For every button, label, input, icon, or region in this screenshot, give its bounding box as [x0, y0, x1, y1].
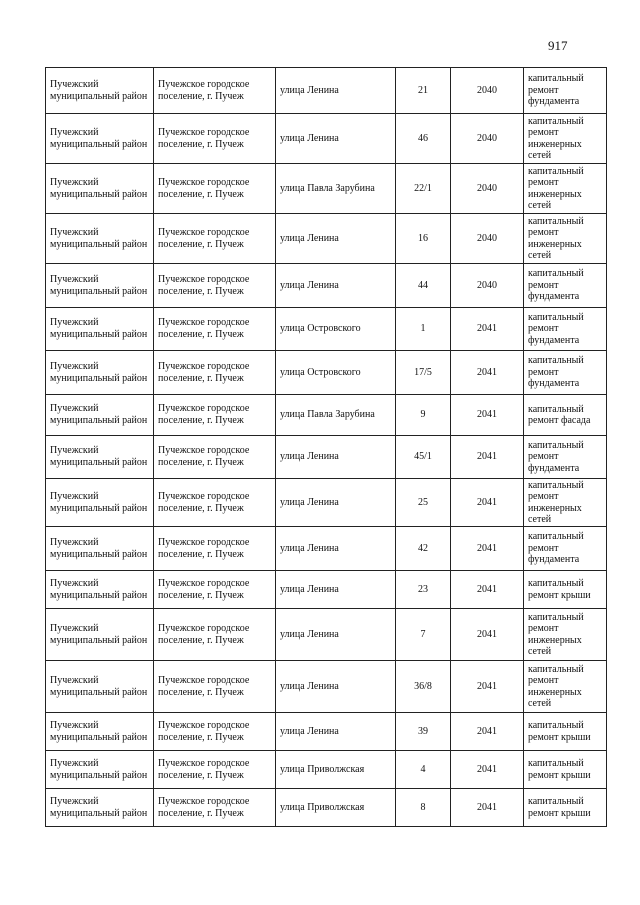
cell-settlement: Пучежское городское поселение, г. Пучеж	[154, 351, 276, 395]
cell-year: 2040	[451, 114, 524, 164]
cell-settlement: Пучежское городское поселение, г. Пучеж	[154, 164, 276, 214]
cell-year: 2041	[451, 308, 524, 351]
cell-settlement: Пучежское городское поселение, г. Пучеж	[154, 713, 276, 751]
cell-street: улица Ленина	[276, 214, 396, 264]
cell-street: улица Павла Зарубина	[276, 164, 396, 214]
cell-year: 2040	[451, 264, 524, 308]
cell-work: капитальный ремонт инженерных сетей	[524, 479, 607, 527]
cell-year: 2041	[451, 436, 524, 479]
cell-district: Пучежский муниципальный район	[46, 264, 154, 308]
cell-street: улица Павла Зарубина	[276, 395, 396, 436]
cell-street: улица Ленина	[276, 571, 396, 609]
cell-house: 1	[396, 308, 451, 351]
cell-district: Пучежский муниципальный район	[46, 609, 154, 661]
cell-year: 2041	[451, 609, 524, 661]
cell-house: 22/1	[396, 164, 451, 214]
cell-settlement: Пучежское городское поселение, г. Пучеж	[154, 571, 276, 609]
repair-registry-table	[45, 67, 607, 827]
cell-district: Пучежский муниципальный район	[46, 395, 154, 436]
cell-settlement: Пучежское городское поселение, г. Пучеж	[154, 68, 276, 114]
cell-street: улица Ленина	[276, 264, 396, 308]
table-row	[46, 751, 607, 789]
table-row	[46, 527, 607, 571]
cell-district: Пучежский муниципальный район	[46, 789, 154, 827]
cell-work: капитальный ремонт фундамента	[524, 351, 607, 395]
cell-house: 23	[396, 571, 451, 609]
table-row	[46, 264, 607, 308]
cell-house: 4	[396, 751, 451, 789]
cell-settlement: Пучежское городское поселение, г. Пучеж	[154, 264, 276, 308]
cell-district: Пучежский муниципальный район	[46, 351, 154, 395]
cell-district: Пучежский муниципальный район	[46, 164, 154, 214]
cell-street: улица Ленина	[276, 436, 396, 479]
table-row	[46, 661, 607, 713]
cell-settlement: Пучежское городское поселение, г. Пучеж	[154, 609, 276, 661]
cell-house: 25	[396, 479, 451, 527]
cell-year: 2041	[451, 713, 524, 751]
cell-year: 2041	[451, 479, 524, 527]
table-row	[46, 789, 607, 827]
cell-work: капитальный ремонт фундамента	[524, 436, 607, 479]
cell-settlement: Пучежское городское поселение, г. Пучеж	[154, 789, 276, 827]
cell-work: капитальный ремонт инженерных сетей	[524, 114, 607, 164]
cell-work: капитальный ремонт инженерных сетей	[524, 661, 607, 713]
cell-work: капитальный ремонт крыши	[524, 789, 607, 827]
cell-settlement: Пучежское городское поселение, г. Пучеж	[154, 527, 276, 571]
cell-street: улица Ленина	[276, 114, 396, 164]
cell-work: капитальный ремонт фундамента	[524, 68, 607, 114]
cell-work: капитальный ремонт крыши	[524, 571, 607, 609]
cell-settlement: Пучежское городское поселение, г. Пучеж	[154, 751, 276, 789]
cell-district: Пучежский муниципальный район	[46, 68, 154, 114]
cell-house: 9	[396, 395, 451, 436]
cell-street: улица Ленина	[276, 713, 396, 751]
cell-street: улица Ленина	[276, 527, 396, 571]
cell-street: улица Островского	[276, 351, 396, 395]
table-row	[46, 68, 607, 114]
table-row	[46, 436, 607, 479]
cell-year: 2041	[451, 571, 524, 609]
cell-street: улица Островского	[276, 308, 396, 351]
cell-settlement: Пучежское городское поселение, г. Пучеж	[154, 661, 276, 713]
cell-work: капитальный ремонт фундамента	[524, 308, 607, 351]
cell-district: Пучежский муниципальный район	[46, 114, 154, 164]
cell-year: 2040	[451, 214, 524, 264]
cell-settlement: Пучежское городское поселение, г. Пучеж	[154, 308, 276, 351]
cell-street: улица Приволжская	[276, 751, 396, 789]
table-row	[46, 395, 607, 436]
table-row	[46, 214, 607, 264]
cell-house: 8	[396, 789, 451, 827]
cell-year: 2041	[451, 751, 524, 789]
cell-year: 2041	[451, 527, 524, 571]
cell-house: 36/8	[396, 661, 451, 713]
cell-district: Пучежский муниципальный район	[46, 214, 154, 264]
table-row	[46, 609, 607, 661]
cell-work: капитальный ремонт инженерных сетей	[524, 214, 607, 264]
cell-work: капитальный ремонт инженерных сетей	[524, 164, 607, 214]
cell-district: Пучежский муниципальный район	[46, 479, 154, 527]
cell-house: 16	[396, 214, 451, 264]
cell-house: 45/1	[396, 436, 451, 479]
cell-year: 2041	[451, 789, 524, 827]
cell-settlement: Пучежское городское поселение, г. Пучеж	[154, 214, 276, 264]
cell-work: капитальный ремонт фасада	[524, 395, 607, 436]
cell-settlement: Пучежское городское поселение, г. Пучеж	[154, 479, 276, 527]
table-row	[46, 571, 607, 609]
cell-house: 42	[396, 527, 451, 571]
cell-house: 44	[396, 264, 451, 308]
cell-work: капитальный ремонт фундамента	[524, 527, 607, 571]
cell-year: 2041	[451, 395, 524, 436]
cell-district: Пучежский муниципальный район	[46, 571, 154, 609]
cell-district: Пучежский муниципальный район	[46, 713, 154, 751]
table-row	[46, 713, 607, 751]
cell-street: улица Ленина	[276, 68, 396, 114]
cell-district: Пучежский муниципальный район	[46, 436, 154, 479]
cell-street: улица Приволжская	[276, 789, 396, 827]
table-row	[46, 114, 607, 164]
cell-settlement: Пучежское городское поселение, г. Пучеж	[154, 436, 276, 479]
cell-district: Пучежский муниципальный район	[46, 308, 154, 351]
cell-settlement: Пучежское городское поселение, г. Пучеж	[154, 114, 276, 164]
table-row	[46, 351, 607, 395]
cell-year: 2040	[451, 164, 524, 214]
cell-year: 2040	[451, 68, 524, 114]
table-row	[46, 164, 607, 214]
cell-year: 2041	[451, 351, 524, 395]
cell-district: Пучежский муниципальный район	[46, 527, 154, 571]
cell-street: улица Ленина	[276, 661, 396, 713]
cell-street: улица Ленина	[276, 609, 396, 661]
cell-house: 7	[396, 609, 451, 661]
cell-district: Пучежский муниципальный район	[46, 751, 154, 789]
cell-work: капитальный ремонт крыши	[524, 713, 607, 751]
cell-house: 21	[396, 68, 451, 114]
cell-year: 2041	[451, 661, 524, 713]
table-row	[46, 479, 607, 527]
cell-district: Пучежский муниципальный район	[46, 661, 154, 713]
cell-work: капитальный ремонт инженерных сетей	[524, 609, 607, 661]
cell-house: 39	[396, 713, 451, 751]
cell-settlement: Пучежское городское поселение, г. Пучеж	[154, 395, 276, 436]
cell-house: 17/5	[396, 351, 451, 395]
cell-work: капитальный ремонт фундамента	[524, 264, 607, 308]
cell-house: 46	[396, 114, 451, 164]
table-row	[46, 308, 607, 351]
cell-street: улица Ленина	[276, 479, 396, 527]
cell-work: капитальный ремонт крыши	[524, 751, 607, 789]
page-number: 917	[548, 38, 568, 53]
